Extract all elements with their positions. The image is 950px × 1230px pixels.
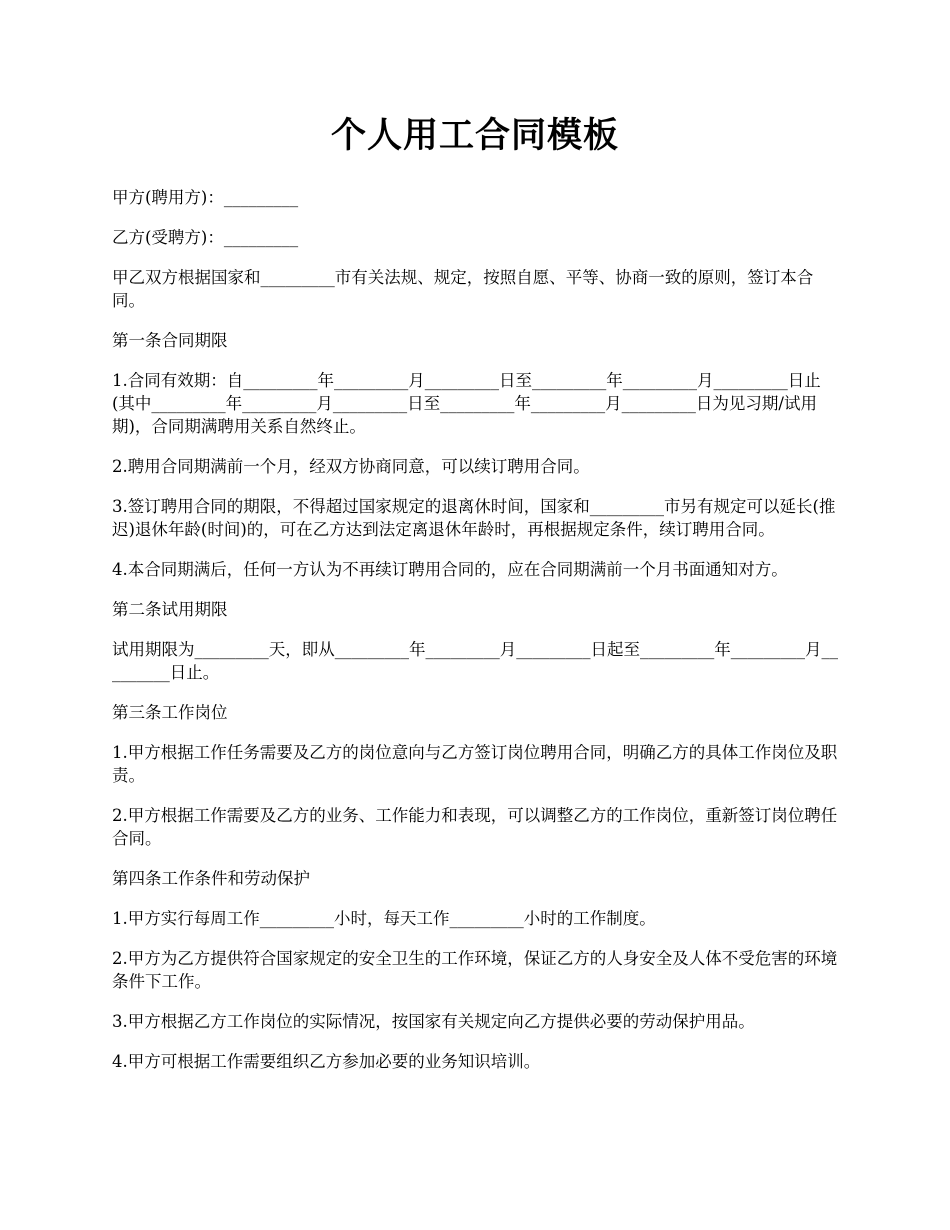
article-4-clause-2: 2.甲方为乙方提供符合国家规定的安全卫生的工作环境，保证乙方的人身安全及人体不受危害的环境条件下工作。 <box>112 949 838 991</box>
article-2-heading: 第二条试用期限 <box>112 600 228 619</box>
article-4-clause-1: 1.甲方实行每周工作_________小时，每天工作_________小时的工作制度。 <box>112 909 656 928</box>
article-4-heading: 第四条工作条件和劳动保护 <box>112 869 310 888</box>
article-1-clause-4: 4.本合同期满后，任何一方认为不再续订聘用合同的，应在合同期满前一个月书面通知对方。 <box>112 560 788 579</box>
document-title: 个人用工合同模板 <box>330 115 619 156</box>
article-2-clause: 试用期限为_________天，即从_________年_________月_________日起至_________年_________月_________日止。 <box>112 640 838 682</box>
article-3-clause-1: 1.甲方根据工作任务需要及乙方的岗位意向与乙方签订岗位聘用合同，明确乙方的具体工作岗位及职责。 <box>112 743 838 785</box>
article-3-heading: 第三条工作岗位 <box>112 703 228 722</box>
article-3-clause-2: 2.甲方根据工作需要及乙方的业务、工作能力和表现，可以调整乙方的工作岗位，重新签订岗位聘任合同。 <box>112 806 838 848</box>
preamble-paragraph: 甲乙双方根据国家和_________市有关法规、规定，按照自愿、平等、协商一致的原则，签订本合同。 <box>112 268 814 310</box>
party-b-line: 乙方(受聘方)：_________ <box>112 228 299 247</box>
article-1-clause-1: 1.合同有效期：自_________年_________月_________日至_________年_________月_________日止(其中_________年_________月_________日至_________年_________月_________日为见习期/试用期)，合同期满聘用关系自然终止。 <box>112 371 821 436</box>
article-4-clause-3: 3.甲方根据乙方工作岗位的实际情况，按国家有关规定向乙方提供必要的劳动保护用品。 <box>112 1012 755 1031</box>
article-1-heading: 第一条合同期限 <box>112 331 228 350</box>
party-a-line: 甲方(聘用方)：_________ <box>112 188 299 207</box>
article-1-clause-2: 2.聘用合同期满前一个月，经双方协商同意，可以续订聘用合同。 <box>112 457 590 476</box>
article-1-clause-3: 3.签订聘用合同的期限，不得超过国家规定的退离休时间，国家和_________市另有规定可以延长(推迟)退休年龄(时间)的，可在乙方达到法定离退休年龄时，再根据规定条件，续订聘用合同。 <box>112 497 836 539</box>
article-4-clause-4: 4.甲方可根据工作需要组织乙方参加必要的业务知识培训。 <box>112 1052 541 1071</box>
